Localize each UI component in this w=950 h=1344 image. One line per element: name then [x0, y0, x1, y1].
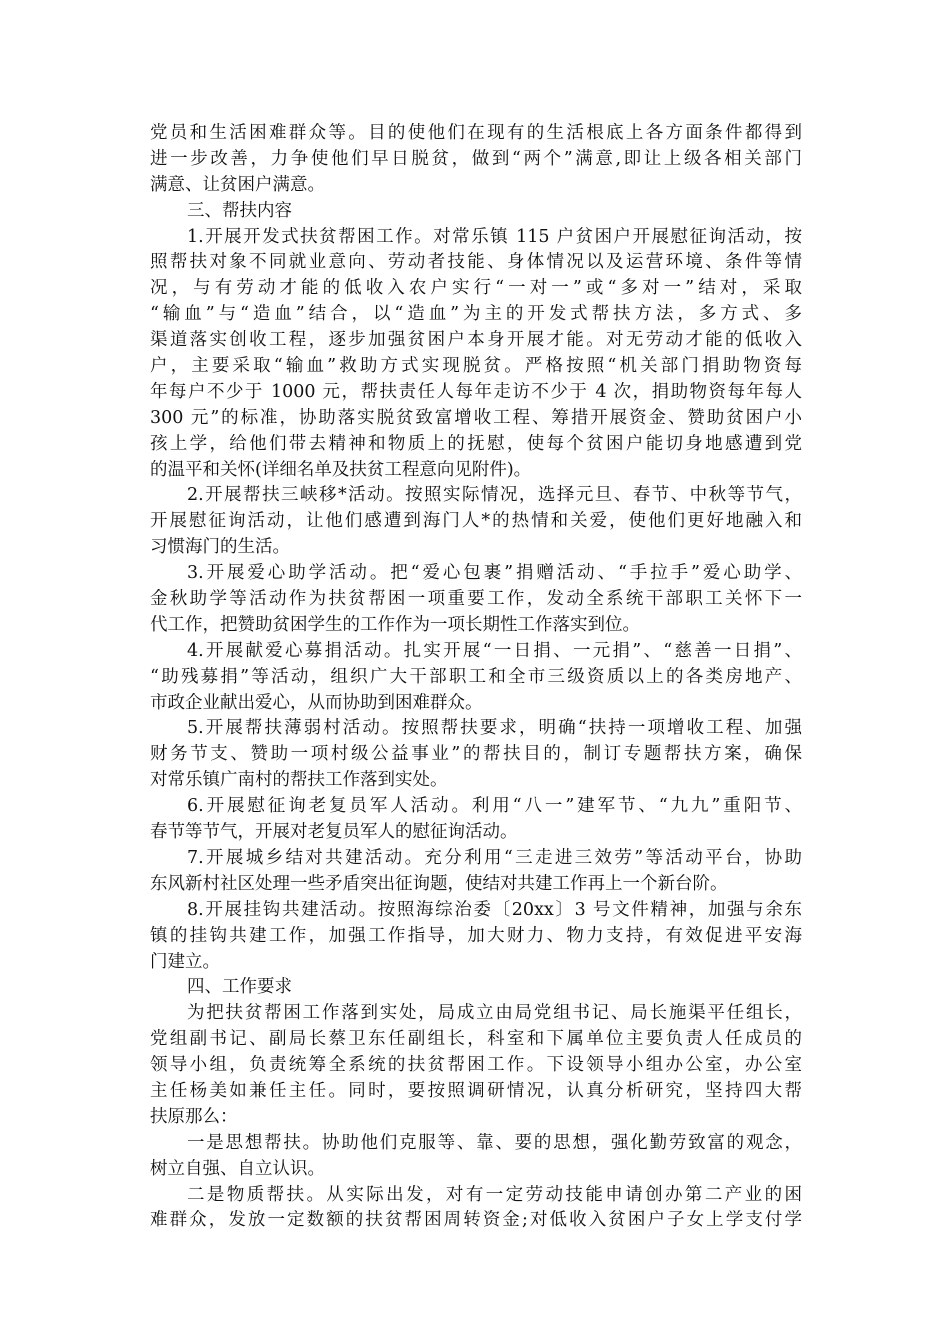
paragraph-line: 二是物质帮扶。从实际出发，对有一定劳动技能申请创办第二产业的困 — [187, 1184, 802, 1205]
paragraph-line: 主任杨美如兼任主任。同时，要按照调研情况，认真分析研究，坚持四大帮 — [150, 1080, 802, 1101]
paragraph-line: 金秋助学等活动作为扶贫帮困一项重要工作，发动全系统干部职工关怀下一 — [150, 589, 802, 610]
paragraph-line: 开展慰征询活动，让他们感遭到海门人*的热情和关爱，使他们更好地融入和 — [150, 511, 802, 532]
paragraph-line: 进一步改善，力争使他们早日脱贫，做到“两个”满意,即让上级各相关部门 — [150, 148, 802, 169]
paragraph-line: 一是思想帮扶。协助他们克服等、靠、要的思想，强化勤劳致富的观念， — [187, 1132, 802, 1153]
paragraph-line: 1.开展开发式扶贫帮困工作。对常乐镇 115 户贫困户开展慰征询活动，按 — [187, 226, 802, 247]
paragraph-line: 市政企业献出爱心，从而协助到困难群众。 — [150, 692, 483, 713]
paragraph-line: 6.开展慰征询老复员军人活动。利用“八一”建军节、“九九”重阳节、 — [187, 796, 802, 817]
paragraph-line: 扶原那么： — [150, 1106, 238, 1127]
paragraph-line: 年每户不少于 1000 元，帮扶责任人每年走访不少于 4 次，捐助物资每年每人 — [150, 381, 802, 402]
paragraph-line: 春节等节气，开展对老复员军人的慰征询活动。 — [150, 822, 518, 843]
paragraph-line: 户，主要采取“输血”救助方式实现脱贫。严格按照“机关部门捐助物资每 — [150, 356, 802, 377]
paragraph-line: 7.开展城乡结对共建活动。充分利用“三走进三效劳”等活动平台，协助 — [187, 847, 802, 868]
document-body — [150, 121, 802, 1234]
paragraph-line: 代工作，把赞助贫困学生的工作作为一项长期性工作落实到位。 — [150, 614, 640, 635]
paragraph-line: 镇的挂钩共建工作，加强工作指导，加大财力、物力支持，有效促进平安海 — [150, 925, 802, 946]
paragraph-line: 5.开展帮扶薄弱村活动。按照帮扶要求，明确“扶持一项增收工程、加强 — [187, 718, 802, 739]
paragraph-line: 东风新村社区处理一些矛盾突出征询题，使结对共建工作再上一个新台阶。 — [150, 873, 728, 894]
paragraph-line: 难群众，发放一定数额的扶贫帮困周转资金;对低收入贫困户子女上学支付学 — [150, 1210, 802, 1231]
paragraph-line: 领导小组，负责统筹全系统的扶贫帮困工作。下设领导小组办公室，办公室 — [150, 1055, 802, 1076]
paragraph-line: 渠道落实创收工程，逐步加强贫困户本身开展才能。对无劳动才能的低收入 — [150, 330, 802, 351]
paragraph-line: 财务节支、赞助一项村级公益事业”的帮扶目的，制订专题帮扶方案，确保 — [150, 744, 802, 765]
paragraph-line: 4.开展献爱心募捐活动。扎实开展“一日捐、一元捐”、“慈善一日捐”、 — [187, 640, 802, 661]
paragraph-line: “助残募捐”等活动，组织广大干部职工和全市三级资质以上的各类房地产、 — [150, 666, 802, 687]
paragraph-line: 300 元”的标准，协助落实脱贫致富增收工程、筹措开展资金、赞助贫困户小 — [150, 407, 802, 428]
paragraph-line: 树立自强、自立认识。 — [150, 1158, 325, 1179]
paragraph-line: 8.开展挂钩共建活动。按照海综治委〔20xx〕3 号文件精神，加强与余东 — [187, 899, 802, 920]
paragraph-line: 孩上学，给他们带去精神和物质上的抚慰，使每个贫困户能切身地感遭到党 — [150, 433, 802, 454]
paragraph-line: 党员和生活困难群众等。目的使他们在现有的生活根底上各方面条件都得到 — [150, 123, 802, 143]
paragraph-line: 党组副书记、副局长蔡卫东任副组长，科室和下属单位主要负责人任成员的 — [150, 1029, 802, 1050]
paragraph-line: 对常乐镇广南村的帮扶工作落到实处。 — [150, 770, 448, 791]
paragraph-line: 门建立。 — [150, 951, 220, 972]
paragraph-line: “输血”与“造血”结合，以“造血”为主的开发式帮扶方法，多方式、多 — [150, 304, 802, 325]
paragraph-line: 为把扶贫帮困工作落到实处，局成立由局党组书记、局长施渠平任组长， — [187, 1003, 802, 1024]
paragraph-line: 四、工作要求 — [187, 977, 292, 998]
paragraph-line: 习惯海门的生活。 — [150, 537, 290, 558]
paragraph-line: 满意、让贫困户满意。 — [150, 174, 325, 195]
paragraph-line: 2.开展帮扶三峡移*活动。按照实际情况，选择元旦、春节、中秋等节气， — [187, 485, 802, 506]
paragraph-line: 的温平和关怀(详细名单及扶贫工程意向见附件)。 — [150, 459, 532, 480]
paragraph-line: 3.开展爱心助学活动。把“爱心包裹”捐赠活动、“手拉手”爱心助学、 — [187, 563, 802, 584]
paragraph-line: 况，与有劳动才能的低收入农户实行“一对一”或“多对一”结对，采取 — [150, 278, 802, 299]
paragraph-line: 照帮扶对象不同就业意向、劳动者技能、身体情况以及运营环境、条件等情 — [150, 252, 802, 273]
paragraph-line: 三、帮扶内容 — [187, 200, 292, 221]
